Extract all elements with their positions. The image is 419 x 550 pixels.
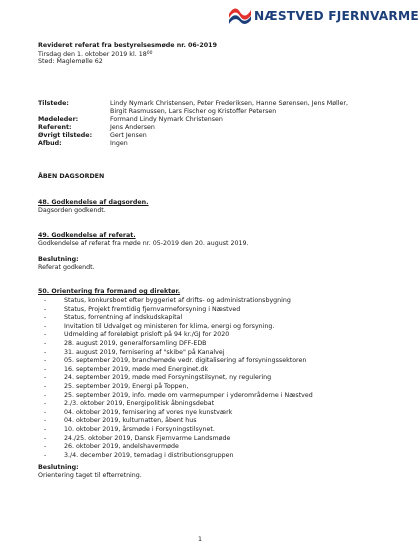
chair-label: Mødeleder: (38, 116, 79, 123)
meeting-place: Sted: Maglemølle 62 (38, 58, 103, 65)
list-item: - 04. oktober 2019, kulturnatten, åbent hus (44, 417, 197, 425)
list-item: - 05. september 2019, branchemøde vedr. digitalisering af forsyningssektoren (44, 357, 307, 365)
item-49-decision: Referat godkendt. (38, 264, 95, 271)
absent-value: Ingen (110, 140, 128, 147)
reporter-label: Referent: (38, 124, 72, 131)
item-48-heading: 48. Godkendelse af dagsorden. (38, 199, 149, 206)
document-title: Revideret referat fra bestyrelsesmøde nr. 06-2019 (38, 42, 217, 49)
list-item: - Status, konkursboet efter byggeriet af drifts- og administrationsbygning (44, 297, 291, 304)
list-item: - 2./3. oktober 2019, Energipolitisk åbningsdebat (44, 400, 215, 408)
list-item: - Udmelding af foreløbigt prisloft på 94 kr./GJ for 2020 (44, 331, 230, 339)
present-line-1: Lindy Nymark Christensen, Peter Frederiksen, Hanne Sørensen, Jens Møller, (110, 100, 349, 107)
item-50-decision: Orientering taget til efterretning. (38, 472, 142, 479)
other-present-value: Gert Jensen (110, 132, 147, 139)
reporter-value: Jens Andersen (110, 124, 155, 131)
open-agenda-heading: ÅBEN DAGSORDEN (38, 173, 105, 180)
list-item: - Status, forrentning af indskudskapital (44, 314, 183, 322)
page-number: 1 (197, 536, 202, 543)
flame-wave-icon (228, 6, 252, 26)
list-item: - 16. september 2019, møde med Energinet.dk (44, 365, 209, 373)
present-label: Tilstede: (38, 100, 69, 107)
item-48-text: Dagsorden godkendt. (38, 207, 106, 214)
list-item: - 31. august 2019, fernisering af "skibe" på Kanalvej (44, 348, 225, 356)
brand-name: NÆSTVED FJERNVARME (254, 9, 419, 23)
item-49-text: Godkendelse af referat fra møde nr. 05-2019 den 20. august 2019. (38, 240, 249, 247)
list-item: - 28. august 2019, generalforsamling DFF-EDB (44, 339, 207, 347)
absent-label: Afbud: (38, 140, 62, 147)
item-50-decision-label: Beslutning: (38, 464, 79, 471)
other-present-label: Øvrigt tilstede: (38, 132, 93, 139)
chair-value: Formand Lindy Nymark Christensen (110, 116, 223, 123)
list-item: - 25. september 2019, Energi på Toppen, (44, 382, 189, 390)
list-item: - 24. september 2019, møde med Forsyningstilsynet, ny regulering (44, 374, 272, 382)
list-item: - 10. oktober 2019, årsmøde i Forsyningstilsynet. (44, 425, 215, 433)
list-item: - 24./25. oktober 2019, Dansk Fjernvarme Landsmøde (44, 434, 231, 442)
item-49-decision-label: Beslutning: (38, 256, 79, 263)
item-50-heading: 50. Orientering fra formand og direktør. (38, 288, 181, 295)
company-logo (228, 6, 419, 28)
present-line-2: Birgit Rasmussen, Lars Fischer og Kristoffer Petersen (110, 108, 277, 115)
list-item: - Invitation til Udvalget og ministeren for klima, energi og forsyning. (44, 322, 275, 330)
list-item: - 3./4. december 2019, temadag i distributionsgruppen (44, 451, 234, 459)
list-item: - 26. oktober 2019, andelshavermøde (44, 443, 179, 451)
meeting-date: Tirsdag den 1. oktober 2019 kl. $18^{00}$ (38, 51, 153, 58)
list-item: - 25. september 2019, info. møde om varmepumper i yderområderne i Næstved (44, 391, 313, 399)
item-50-bullet-list (44, 297, 313, 460)
item-49-heading: 49. Godkendelse af referat. (38, 232, 136, 239)
list-item: - 04. oktober 2019, fernisering af vores nye kunstværk (44, 408, 233, 416)
list-item: - Status, Projekt fremtidig fjernvarmeforsyning i Næstved (44, 305, 241, 313)
